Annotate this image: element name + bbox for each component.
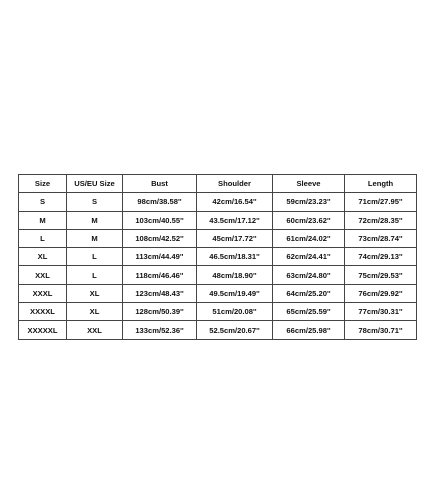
cell-sleeve: 65cm/25.59'' [273,303,345,321]
cell-bust: 133cm/52.36'' [123,321,197,339]
cell-us-eu-size: L [67,248,123,266]
cell-bust: 118cm/46.46'' [123,266,197,284]
cell-length: 75cm/29.53'' [345,266,417,284]
table-row [19,266,417,284]
cell-us-eu-size: XXL [67,321,123,339]
cell-sleeve: 61cm/24.02'' [273,229,345,247]
cell-shoulder: 45cm/17.72'' [197,229,273,247]
cell-bust: 123cm/48.43'' [123,284,197,302]
cell-sleeve: 63cm/24.80'' [273,266,345,284]
cell-shoulder: 48cm/18.90'' [197,266,273,284]
cell-bust: 128cm/50.39'' [123,303,197,321]
cell-sleeve: 64cm/25.20'' [273,284,345,302]
table-row [19,321,417,339]
header-size: Size [19,175,67,193]
cell-us-eu-size: M [67,229,123,247]
cell-size: L [19,229,67,247]
header-bust: Bust [123,175,197,193]
table-row [19,211,417,229]
cell-shoulder: 42cm/16.54'' [197,193,273,211]
cell-size: M [19,211,67,229]
cell-us-eu-size: M [67,211,123,229]
table-row [19,303,417,321]
header-length: Length [345,175,417,193]
cell-length: 77cm/30.31'' [345,303,417,321]
cell-sleeve: 60cm/23.62'' [273,211,345,229]
cell-length: 74cm/29.13'' [345,248,417,266]
size-chart-table [18,174,417,340]
cell-length: 76cm/29.92'' [345,284,417,302]
cell-shoulder: 52.5cm/20.67'' [197,321,273,339]
cell-sleeve: 66cm/25.98'' [273,321,345,339]
cell-shoulder: 51cm/20.08'' [197,303,273,321]
cell-shoulder: 46.5cm/18.31'' [197,248,273,266]
cell-length: 78cm/30.71'' [345,321,417,339]
cell-length: 73cm/28.74'' [345,229,417,247]
cell-bust: 103cm/40.55'' [123,211,197,229]
cell-size: XXXXL [19,303,67,321]
cell-length: 71cm/27.95'' [345,193,417,211]
header-us-eu-size: US/EU Size [67,175,123,193]
cell-us-eu-size: L [67,266,123,284]
cell-size: XL [19,248,67,266]
cell-size: XXXXXL [19,321,67,339]
cell-sleeve: 62cm/24.41'' [273,248,345,266]
cell-shoulder: 43.5cm/17.12'' [197,211,273,229]
table-header-row [19,175,417,193]
cell-length: 72cm/28.35'' [345,211,417,229]
cell-size: XXL [19,266,67,284]
cell-sleeve: 59cm/23.23'' [273,193,345,211]
cell-us-eu-size: XL [67,284,123,302]
table-row [19,248,417,266]
table-row [19,229,417,247]
cell-us-eu-size: S [67,193,123,211]
table-row [19,193,417,211]
cell-size: S [19,193,67,211]
cell-bust: 98cm/38.58'' [123,193,197,211]
header-sleeve: Sleeve [273,175,345,193]
header-shoulder: Shoulder [197,175,273,193]
cell-us-eu-size: XL [67,303,123,321]
cell-bust: 113cm/44.49'' [123,248,197,266]
table-row [19,284,417,302]
cell-bust: 108cm/42.52'' [123,229,197,247]
cell-shoulder: 49.5cm/19.49'' [197,284,273,302]
cell-size: XXXL [19,284,67,302]
